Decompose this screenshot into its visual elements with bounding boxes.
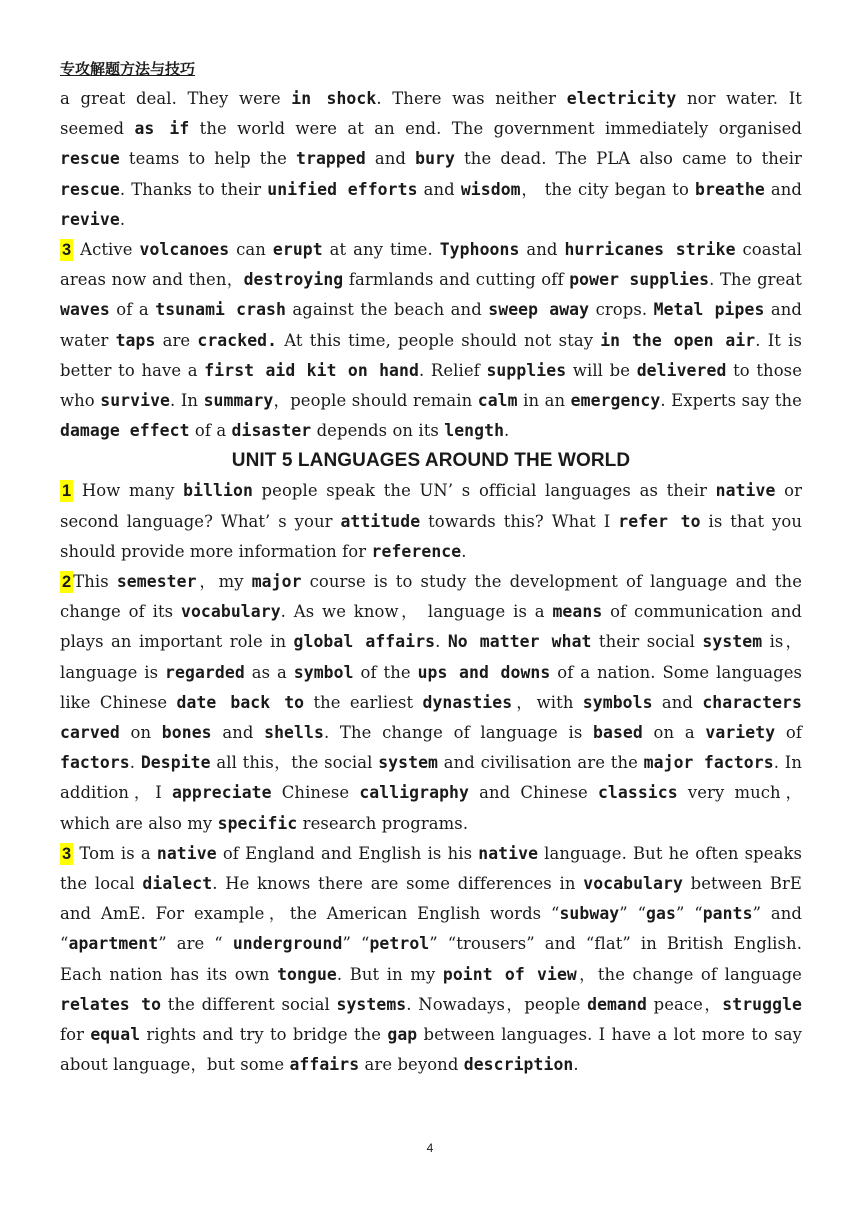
keyword: gap	[387, 1025, 418, 1045]
text-run: of a nation. Some languages like Chinese	[60, 662, 803, 712]
text-run: ，with	[512, 692, 583, 712]
keyword: volcanoes	[139, 240, 230, 260]
keyword: symbols	[582, 692, 653, 712]
keyword: erupt	[272, 240, 323, 260]
text-run: teams to help the	[119, 149, 297, 169]
keyword: description	[463, 1055, 574, 1075]
text-run: at any time.	[322, 240, 440, 260]
keyword: bury	[415, 149, 455, 169]
paragraph	[60, 839, 802, 1081]
text-run: is that you should provide more information for	[60, 511, 803, 561]
text-run: in an	[517, 391, 571, 411]
text-run: between languages. I have a lot more to say about language，but some	[60, 1025, 802, 1075]
text-run: ” “	[619, 904, 647, 924]
text-run: of a	[189, 421, 232, 441]
keyword: waves	[60, 300, 110, 320]
text-run: Tom is a	[73, 843, 157, 863]
keyword: struggle	[722, 994, 803, 1014]
keyword: revive	[60, 209, 120, 229]
keyword: classics	[597, 783, 678, 803]
text-run: nor water. It seemed	[60, 89, 802, 139]
keyword: power supplies	[569, 270, 710, 290]
keyword: global affairs	[293, 632, 436, 652]
text-run: will be	[566, 360, 637, 380]
text-run: research programs.	[297, 813, 469, 833]
paragraph-number-highlight: 2	[62, 573, 72, 592]
text-run: .	[435, 632, 448, 652]
keyword: refer to	[618, 511, 701, 531]
text-run: their social	[591, 632, 703, 652]
keyword: sweep away	[488, 300, 590, 320]
keyword: demand	[587, 994, 647, 1014]
keyword: factors	[60, 753, 130, 773]
text-run: . He knows there are some differences in	[212, 874, 584, 894]
text-run: against the beach and	[285, 300, 489, 320]
text-run: farmlands and cutting off	[343, 270, 570, 290]
text-run: .	[129, 753, 141, 773]
text-run: a great deal. They were	[60, 89, 292, 108]
keyword: calm	[477, 391, 518, 411]
keyword: tongue	[277, 964, 337, 984]
text-run: very much， which are also my	[60, 783, 803, 833]
text-run: for	[60, 1025, 91, 1045]
keyword: petrol	[369, 934, 430, 954]
keyword: native	[715, 481, 776, 501]
text-run: Active	[73, 240, 140, 260]
text-run: towards this? What I	[420, 511, 619, 531]
text-run: . Relief	[418, 360, 487, 380]
text-run: .	[504, 421, 510, 441]
keyword: relates to	[60, 994, 162, 1014]
keyword: apartment	[68, 934, 159, 954]
text-run: ，the change of language	[576, 964, 802, 984]
paragraph-number-highlight: 3	[62, 844, 72, 863]
text-run: . There was neither	[376, 89, 567, 108]
keyword: shells	[264, 723, 324, 743]
paragraph	[60, 567, 802, 839]
keyword: characters carved	[60, 692, 802, 743]
keyword: vocabulary	[180, 602, 281, 622]
text-run: and civilisation are the	[438, 753, 644, 773]
keyword: rescue	[60, 149, 120, 169]
keyword: specific	[217, 813, 298, 833]
paragraph	[60, 84, 802, 235]
keyword: major	[251, 572, 302, 592]
text-run: of a	[109, 300, 156, 320]
text-run: ，people should remain	[273, 391, 478, 411]
page-header: 专攻解题方法与技巧	[60, 60, 196, 78]
text-run: . The change of language is	[323, 723, 594, 743]
text-run: .	[461, 541, 467, 561]
text-run: . But in my	[336, 964, 443, 984]
text-run: ” “trousers” and “flat” in British English. Each nation has its own	[60, 934, 803, 984]
keyword: first aid kit on hand	[204, 360, 419, 380]
keyword: bones	[161, 723, 212, 743]
text-run: .	[119, 209, 126, 229]
text-run: of communication and plays an important role in	[60, 602, 802, 652]
keyword: breathe	[695, 179, 765, 199]
keyword: dynasties	[422, 692, 513, 712]
keyword: Despite	[140, 753, 211, 773]
text-run: Chinese	[271, 783, 360, 803]
text-run: and water	[60, 300, 803, 350]
keyword: pants	[702, 904, 753, 924]
text-run: people speak the UN’ s official languages as their	[252, 481, 716, 501]
keyword: point of view	[442, 964, 577, 984]
text-run: of	[775, 723, 802, 743]
paragraph-number-highlight: 1	[62, 482, 72, 501]
paragraph	[60, 476, 802, 567]
keyword: length	[444, 421, 505, 441]
keyword: native	[478, 843, 539, 863]
text-run: . It is better to have a	[60, 330, 802, 380]
text-run: on	[119, 723, 162, 743]
keyword: subway	[559, 904, 620, 924]
page-number: 4	[426, 1141, 434, 1155]
keyword: system	[702, 632, 763, 652]
keyword: based	[593, 723, 643, 743]
keyword: rescue	[60, 179, 120, 199]
text-run: . In	[170, 391, 204, 411]
keyword: symbol	[293, 662, 354, 682]
text-run: ” are “	[158, 934, 233, 954]
keyword: calligraphy	[359, 783, 469, 803]
keyword: date back to	[176, 692, 305, 712]
keyword: trapped	[296, 149, 366, 169]
text-run: How many	[73, 481, 184, 501]
text-run: and	[652, 692, 703, 712]
keyword: destroying	[243, 270, 344, 290]
text-run: .	[573, 1055, 579, 1075]
text-run: This	[73, 572, 117, 592]
keyword: in shock	[291, 89, 377, 108]
keyword: systems	[336, 994, 407, 1014]
text-run: can	[229, 240, 273, 260]
text-run: . Experts say the	[660, 391, 802, 411]
text-run: the earliest	[304, 692, 423, 712]
text-run: to those who	[60, 360, 802, 411]
text-run: . Nowadays，people	[406, 994, 588, 1014]
keyword: vocabulary	[583, 874, 683, 894]
text-run: crops.	[589, 300, 654, 320]
text-run: all this，the social	[210, 753, 379, 773]
text-run: ” “	[342, 934, 370, 954]
keyword: appreciate	[171, 783, 272, 803]
keyword: system	[378, 753, 439, 773]
text-run: and	[519, 240, 565, 260]
body-text	[60, 84, 802, 1081]
keyword: affairs	[289, 1055, 360, 1075]
text-run: of the	[353, 662, 418, 682]
text-run: ” and “	[60, 904, 802, 954]
keyword: equal	[90, 1025, 141, 1045]
keyword: wisdom	[460, 179, 521, 199]
text-run: or second language? What’ s your	[60, 481, 803, 531]
text-run: the different social	[161, 994, 337, 1014]
text-run: and	[211, 723, 265, 743]
text-run: and	[417, 179, 461, 199]
keyword: tsunami crash	[155, 300, 286, 320]
keyword: summary	[203, 391, 274, 411]
text-run: ，my	[196, 572, 252, 592]
text-run: of England and English is his	[216, 843, 479, 863]
keyword: variety	[705, 723, 776, 743]
keyword: billion	[183, 481, 253, 501]
keyword: Metal pipes	[653, 300, 765, 320]
text-run: At this time, people should not stay	[277, 330, 601, 350]
text-run: the world were at an end. The government immediately organised	[189, 119, 802, 139]
keyword: emergency	[570, 391, 661, 411]
keyword: means	[552, 602, 603, 622]
text-run: and	[365, 149, 416, 169]
keyword: gas	[646, 904, 676, 924]
keyword: major factors	[643, 753, 774, 773]
keyword: attitude	[340, 511, 421, 531]
text-run: language. But he often speaks the local	[60, 843, 802, 894]
paragraph-number-highlight: 3	[62, 241, 72, 260]
text-run: and Chinese	[468, 783, 598, 803]
text-run: course is to study the development of language and the change of its	[60, 572, 802, 622]
unit-title: UNIT 5 LANGUAGES AROUND THE WORLD	[231, 450, 631, 472]
keyword: regarded	[165, 662, 245, 682]
keyword: taps	[115, 330, 156, 350]
text-run: depends on its	[311, 421, 445, 441]
text-run: ， the city began to	[520, 179, 696, 199]
keyword: hurricanes strike	[564, 240, 736, 260]
text-run: between BrE and AmE. For example，the American English words “	[60, 874, 802, 924]
text-run: are	[155, 330, 198, 350]
keyword: reference	[371, 541, 462, 561]
paragraph	[60, 235, 802, 446]
text-run: are beyond	[359, 1055, 464, 1075]
text-run: and	[764, 179, 803, 199]
text-run: . In addition，I	[60, 753, 802, 803]
keyword: underground	[232, 934, 343, 954]
keyword: electricity	[566, 89, 677, 108]
keyword: native	[156, 843, 217, 863]
keyword: semester	[116, 572, 197, 592]
keyword: cracked.	[197, 330, 278, 350]
text-run: as a	[244, 662, 294, 682]
text-run: coastal areas now and then，	[60, 240, 803, 290]
text-run: . Thanks to their	[119, 179, 268, 199]
text-run: peace，	[646, 994, 723, 1014]
text-run: is，language is	[60, 632, 802, 682]
keyword: supplies	[486, 360, 567, 380]
keyword: survive	[100, 391, 171, 411]
keyword: No matter what	[447, 632, 592, 652]
keyword: disaster	[231, 421, 312, 441]
text-run: on a	[642, 723, 706, 743]
keyword: in the open air	[600, 330, 756, 350]
keyword: ups and downs	[417, 662, 551, 682]
text-run: . The great	[709, 270, 802, 290]
keyword: delivered	[636, 360, 727, 380]
keyword: unified efforts	[267, 179, 418, 199]
text-run: the dead. The PLA also came to their	[455, 149, 802, 169]
text-run: . As we know， language is a	[280, 602, 553, 622]
text-run: rights and try to bridge the	[140, 1025, 388, 1045]
text-run: ” “	[675, 904, 703, 924]
keyword: as if	[134, 119, 190, 139]
keyword: Typhoons	[439, 240, 520, 260]
keyword: damage effect	[60, 421, 190, 441]
keyword: dialect	[142, 874, 213, 894]
